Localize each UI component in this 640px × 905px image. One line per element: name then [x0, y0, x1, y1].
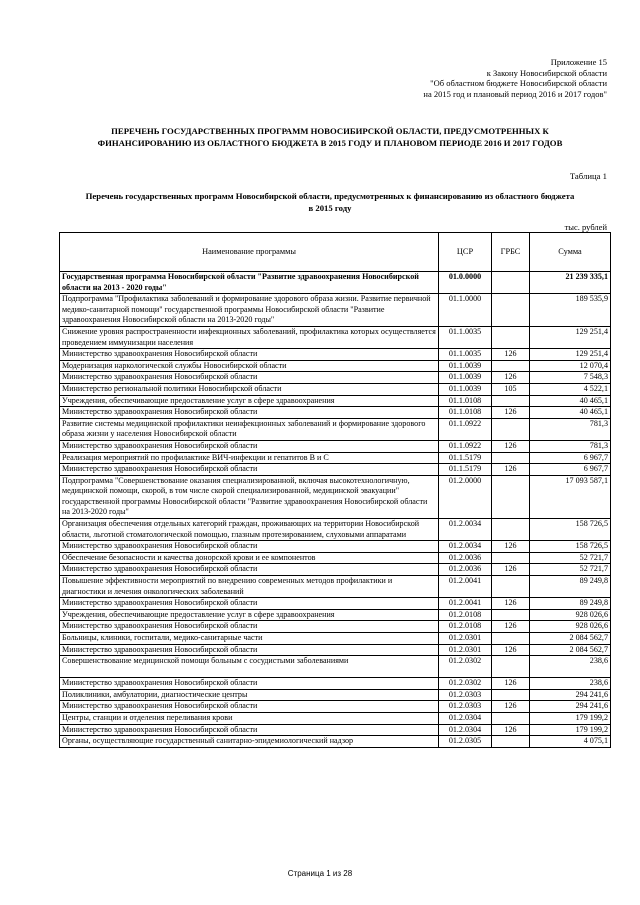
program-name-cell: Больницы, клиники, госпитали, медико-санитарные части [60, 633, 439, 645]
grbs-cell: 126 [492, 372, 530, 384]
program-name-cell: Министерство региональной политики Новосибирской области [60, 383, 439, 395]
grbs-cell: 126 [492, 440, 530, 452]
program-name-cell: Министерство здравоохранения Новосибирской области [60, 541, 439, 553]
csr-cell: 01.2.0036 [439, 564, 492, 576]
program-name-cell: Совершенствование медицинской помощи больным с сосудистыми заболеваниями [60, 656, 439, 678]
program-name-cell: Министерство здравоохранения Новосибирской области [60, 701, 439, 713]
sum-cell: 21 239 335,1 [530, 272, 611, 294]
grbs-cell [492, 609, 530, 621]
table-row [60, 564, 611, 576]
table-row [60, 644, 611, 656]
program-name-cell: Центры, станции и отделения переливания крови [60, 712, 439, 724]
csr-cell: 01.1.5179 [439, 452, 492, 464]
table-row [60, 712, 611, 724]
header-name: Наименование программы [60, 233, 439, 272]
header-sum: Сумма [530, 233, 611, 272]
sum-cell: 17 093 587,1 [530, 475, 611, 518]
table-label: Таблица 1 [569, 171, 607, 181]
csr-cell: 01.2.0041 [439, 576, 492, 598]
table-row [60, 294, 611, 327]
csr-cell: 01.2.0302 [439, 656, 492, 678]
table-row [60, 633, 611, 645]
csr-cell: 01.2.0301 [439, 633, 492, 645]
table-row [60, 407, 611, 419]
table-row [60, 395, 611, 407]
grbs-cell: 126 [492, 349, 530, 361]
sum-cell: 129 251,4 [530, 326, 611, 348]
subtitle-line: Перечень государственных программ Новосибирской области, предусмотренных к финансированию из областного бюджета [85, 191, 575, 201]
csr-cell: 01.1.0035 [439, 326, 492, 348]
program-name-cell: Развитие системы медицинской профилактики неинфекционных заболеваний и формирование здорового образа жизни у населения Новосибирской области [60, 418, 439, 440]
programs-table [59, 232, 611, 748]
csr-cell: 01.2.0303 [439, 701, 492, 713]
table-row [60, 576, 611, 598]
program-name-cell: Обеспечение безопасности и качества донорской крови и ее компонентов [60, 552, 439, 564]
csr-cell: 01.1.0922 [439, 440, 492, 452]
program-name-cell: Министерство здравоохранения Новосибирской области [60, 372, 439, 384]
header-csr: ЦСР [439, 233, 492, 272]
program-name-cell: Министерство здравоохранения Новосибирской области [60, 440, 439, 452]
document-title [40, 125, 620, 149]
grbs-cell: 126 [492, 644, 530, 656]
program-name-cell: Государственная программа Новосибирской области "Развитие здравоохранения Новосибирской области на 2013 - 2020 годы" [60, 272, 439, 294]
title-line: ФИНАНСИРОВАНИЮ ИЗ ОБЛАСТНОГО БЮДЖЕТА В 2015 ГОДУ И ПЛАНОВОМ ПЕРИОДЕ 2016 И 2017 ГОДОВ [97, 138, 563, 148]
sum-cell: 40 465,1 [530, 395, 611, 407]
grbs-cell [492, 736, 530, 748]
grbs-cell [492, 576, 530, 598]
sum-cell: 4 522,1 [530, 383, 611, 395]
sum-cell: 294 241,6 [530, 689, 611, 701]
program-name-cell: Органы, осуществляющие государственный санитарно-эпидемиологический надзор [60, 736, 439, 748]
program-name-cell: Учреждения, обеспечивающие предоставление услуг в сфере здравоохранения [60, 609, 439, 621]
sum-cell: 189 535,9 [530, 294, 611, 327]
program-name-cell: Министерство здравоохранения Новосибирской области [60, 724, 439, 736]
appendix-line: на 2015 год и плановый период 2016 и 2017 годов" [423, 88, 607, 99]
csr-cell: 01.2.0034 [439, 519, 492, 541]
table-row [60, 724, 611, 736]
table-row [60, 326, 611, 348]
grbs-cell: 126 [492, 701, 530, 713]
program-name-cell: Модернизация наркологической службы Новосибирской области [60, 360, 439, 372]
program-name-cell: Министерство здравоохранения Новосибирской области [60, 407, 439, 419]
csr-cell: 01.1.0922 [439, 418, 492, 440]
sum-cell: 89 249,8 [530, 598, 611, 610]
sum-cell: 2 084 562,7 [530, 633, 611, 645]
csr-cell: 01.2.0304 [439, 724, 492, 736]
program-name-cell: Министерство здравоохранения Новосибирской области [60, 598, 439, 610]
csr-cell: 01.2.0108 [439, 609, 492, 621]
sum-cell: 928 026,6 [530, 609, 611, 621]
grbs-cell [492, 326, 530, 348]
table-body [60, 272, 611, 748]
table-row [60, 360, 611, 372]
program-name-cell: Министерство здравоохранения Новосибирской области [60, 349, 439, 361]
table-row [60, 609, 611, 621]
grbs-cell [492, 552, 530, 564]
sum-cell: 158 726,5 [530, 519, 611, 541]
csr-cell: 01.1.0039 [439, 360, 492, 372]
csr-cell: 01.2.0000 [439, 475, 492, 518]
sum-cell: 52 721,7 [530, 552, 611, 564]
table-row [60, 519, 611, 541]
grbs-cell: 126 [492, 564, 530, 576]
grbs-cell: 126 [492, 407, 530, 419]
sum-cell: 158 726,5 [530, 541, 611, 553]
table-row [60, 552, 611, 564]
grbs-cell [492, 452, 530, 464]
table-row [60, 541, 611, 553]
table-row [60, 736, 611, 748]
program-name-cell: Снижение уровня распространенности инфекционных заболеваний, профилактика которых осуществляется проведением иммунизации населения [60, 326, 439, 348]
csr-cell: 01.0.0000 [439, 272, 492, 294]
sum-cell: 89 249,8 [530, 576, 611, 598]
grbs-cell [492, 656, 530, 678]
program-name-cell: Подпрограмма "Совершенствование оказания специализированной, включая высокотехнологичную, медицинской помощи, скорой, в том числе скорой специализированной, медицинской эвакуации" государственной программы Новосибирской области "Развитие здравоохранения Новосибирской области на 2013-2020 годы" [60, 475, 439, 518]
csr-cell: 01.1.0000 [439, 294, 492, 327]
sum-cell: 294 241,6 [530, 701, 611, 713]
subtitle-line: в 2015 году [308, 202, 352, 213]
csr-cell: 01.1.0108 [439, 395, 492, 407]
table-row [60, 689, 611, 701]
table-row [60, 701, 611, 713]
sum-cell: 238,6 [530, 678, 611, 690]
grbs-cell [492, 633, 530, 645]
program-name-cell: Повышение эффективности мероприятий по внедрению современных методов профилактики и диагностики и лечения онкологических заболеваний [60, 576, 439, 598]
sum-cell: 179 199,2 [530, 712, 611, 724]
grbs-cell [492, 395, 530, 407]
table-row [60, 272, 611, 294]
table-row [60, 372, 611, 384]
appendix-line: к Закону Новосибирской области [486, 67, 607, 78]
sum-cell: 129 251,4 [530, 349, 611, 361]
units-label: тыс. рублей [564, 222, 607, 232]
csr-cell: 01.1.0035 [439, 349, 492, 361]
sum-cell: 6 967,7 [530, 464, 611, 476]
table-row [60, 678, 611, 690]
grbs-cell: 126 [492, 678, 530, 690]
csr-cell: 01.1.0039 [439, 383, 492, 395]
grbs-cell [492, 519, 530, 541]
grbs-cell [492, 294, 530, 327]
program-name-cell: Подпрограмма "Профилактика заболеваний и формирование здорового образа жизни. Развитие первичной медико-санитарной помощи" государственной программы Новосибирской области "Развитие здравоохранения Новосибирской области на 2013-2020 годы" [60, 294, 439, 327]
page-footer: Страница 1 из 28 [287, 869, 353, 878]
table-row [60, 621, 611, 633]
appendix-line: "Об областном бюджете Новосибирской области [430, 78, 607, 88]
sum-cell: 4 075,1 [530, 736, 611, 748]
program-name-cell: Организация обеспечения отдельных категорий граждан, проживающих на территории Новосибирской области, льготной стоматологической помощью, глазным протезированием, слуховыми аппаратами [60, 519, 439, 541]
csr-cell: 01.1.0108 [439, 407, 492, 419]
grbs-cell: 126 [492, 464, 530, 476]
csr-cell: 01.2.0303 [439, 689, 492, 701]
appendix-line: Приложение 15 [550, 57, 607, 67]
title-line: ПЕРЕЧЕНЬ ГОСУДАРСТВЕННЫХ ПРОГРАММ НОВОСИБИРСКОЙ ОБЛАСТИ, ПРЕДУСМОТРЕННЫХ К [111, 126, 549, 136]
table-row [60, 418, 611, 440]
csr-cell: 01.1.0039 [439, 372, 492, 384]
grbs-cell [492, 712, 530, 724]
appendix-header [423, 57, 607, 99]
grbs-cell [492, 272, 530, 294]
table-row [60, 349, 611, 361]
csr-cell: 01.2.0036 [439, 552, 492, 564]
sum-cell: 179 199,2 [530, 724, 611, 736]
sum-cell: 40 465,1 [530, 407, 611, 419]
program-name-cell: Министерство здравоохранения Новосибирской области [60, 621, 439, 633]
grbs-cell [492, 360, 530, 372]
table-subtitle [40, 191, 620, 214]
program-name-cell: Министерство здравоохранения Новосибирской области [60, 644, 439, 656]
sum-cell: 7 548,3 [530, 372, 611, 384]
csr-cell: 01.2.0108 [439, 621, 492, 633]
grbs-cell: 126 [492, 541, 530, 553]
table-row [60, 383, 611, 395]
table-row [60, 475, 611, 518]
program-name-cell: Поликлиники, амбулатории, диагностические центры [60, 689, 439, 701]
grbs-cell [492, 418, 530, 440]
table-header-row [60, 233, 611, 272]
program-name-cell: Учреждения, обеспечивающие предоставление услуг в сфере здравоохранения [60, 395, 439, 407]
csr-cell: 01.2.0041 [439, 598, 492, 610]
grbs-cell: 126 [492, 724, 530, 736]
grbs-cell: 105 [492, 383, 530, 395]
csr-cell: 01.2.0301 [439, 644, 492, 656]
table-row [60, 440, 611, 452]
grbs-cell [492, 475, 530, 518]
table-row [60, 598, 611, 610]
csr-cell: 01.2.0302 [439, 678, 492, 690]
table-row [60, 656, 611, 678]
sum-cell: 12 070,4 [530, 360, 611, 372]
sum-cell: 238,6 [530, 656, 611, 678]
sum-cell: 52 721,7 [530, 564, 611, 576]
sum-cell: 2 084 562,7 [530, 644, 611, 656]
grbs-cell [492, 689, 530, 701]
grbs-cell: 126 [492, 621, 530, 633]
sum-cell: 781,3 [530, 440, 611, 452]
program-name-cell: Министерство здравоохранения Новосибирской области [60, 464, 439, 476]
program-name-cell: Министерство здравоохранения Новосибирской области [60, 564, 439, 576]
table-row [60, 452, 611, 464]
sum-cell: 781,3 [530, 418, 611, 440]
csr-cell: 01.2.0305 [439, 736, 492, 748]
grbs-cell: 126 [492, 598, 530, 610]
program-name-cell: Министерство здравоохранения Новосибирской области [60, 678, 439, 690]
header-grbs: ГРБС [492, 233, 530, 272]
csr-cell: 01.1.5179 [439, 464, 492, 476]
csr-cell: 01.2.0304 [439, 712, 492, 724]
sum-cell: 6 967,7 [530, 452, 611, 464]
csr-cell: 01.2.0034 [439, 541, 492, 553]
table-row [60, 464, 611, 476]
sum-cell: 928 026,6 [530, 621, 611, 633]
program-name-cell: Реализация мероприятий по профилактике ВИЧ-инфекции и гепатитов B и C [60, 452, 439, 464]
